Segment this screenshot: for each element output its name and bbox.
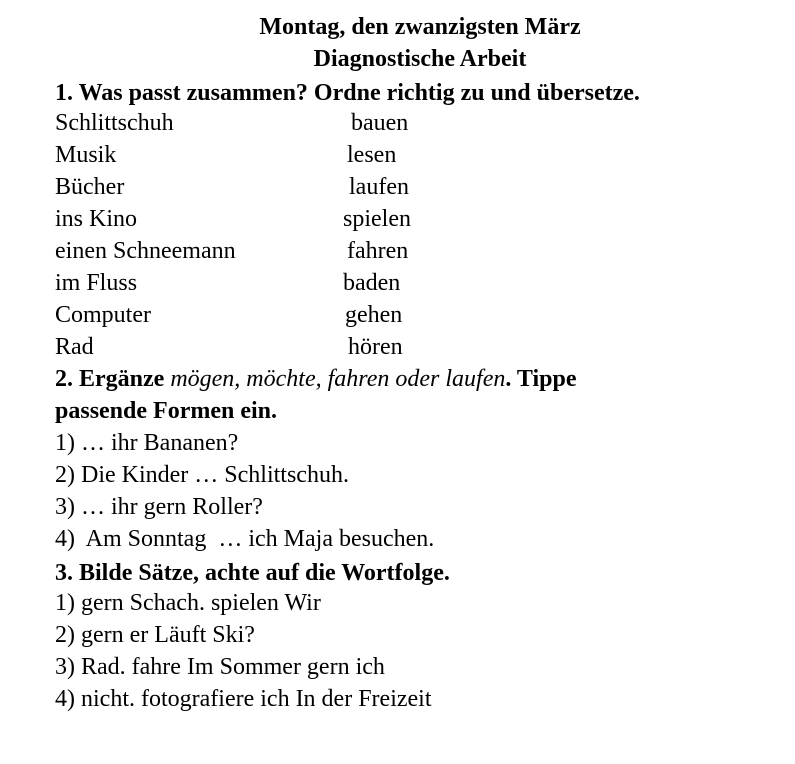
task1-right-item: lesen: [347, 142, 397, 168]
task1-left-item: Musik: [55, 142, 117, 168]
task2-item: 1) … ihr Bananen?: [55, 430, 239, 456]
task1-right-item: laufen: [349, 174, 409, 200]
task2-item: 4) Am Sonntag … ich Maja besuchen.: [55, 526, 435, 552]
task1-left-item: Computer: [55, 302, 151, 328]
task3-item: 3) Rad. fahre Im Sommer gern ich: [55, 654, 385, 680]
task1-right-item: hören: [348, 334, 403, 360]
task3-item: 4) nicht. fotografiere ich In der Freizeit: [55, 686, 432, 712]
task1-left-item: im Fluss: [55, 270, 138, 296]
task2-heading-line2: passende Formen ein.: [55, 398, 277, 424]
task1-right-item: baden: [343, 270, 401, 296]
task1-right-item: spielen: [343, 206, 411, 232]
worksheet-subtitle: Diagnostische Arbeit: [313, 46, 527, 72]
date-title: Montag, den zwanzigsten März: [259, 14, 581, 40]
task1-left-item: Schlittschuh: [55, 110, 174, 136]
task1-right-item: bauen: [351, 110, 409, 136]
task2-heading: [55, 364, 577, 394]
task1-left-item: Bücher: [55, 174, 125, 200]
task1-right-item: fahren: [347, 238, 409, 264]
task2-heading-suffix: . Tippe: [505, 366, 577, 392]
task1-left-item: Rad: [55, 334, 94, 360]
task1-left-item: ins Kino: [55, 206, 138, 232]
task1-left-item: einen Schneemann: [55, 238, 236, 264]
task3-item: 1) gern Schach. spielen Wir: [55, 590, 321, 616]
task3-item: 2) gern er Läuft Ski?: [55, 622, 255, 648]
task2-heading-prefix: 2. Ergänze: [55, 366, 165, 392]
task2-item: 3) … ihr gern Roller?: [55, 494, 263, 520]
task1-heading: 1. Was passt zusammen? Ordne richtig zu und übersetze.: [55, 80, 640, 106]
task3-heading: 3. Bilde Sätze, achte auf die Wortfolge.: [55, 560, 450, 586]
task2-heading-verbs: mögen, möchte, fahren oder laufen: [170, 366, 506, 392]
task1-right-item: gehen: [345, 302, 403, 328]
task2-item: 2) Die Kinder … Schlittschuh.: [55, 462, 349, 488]
